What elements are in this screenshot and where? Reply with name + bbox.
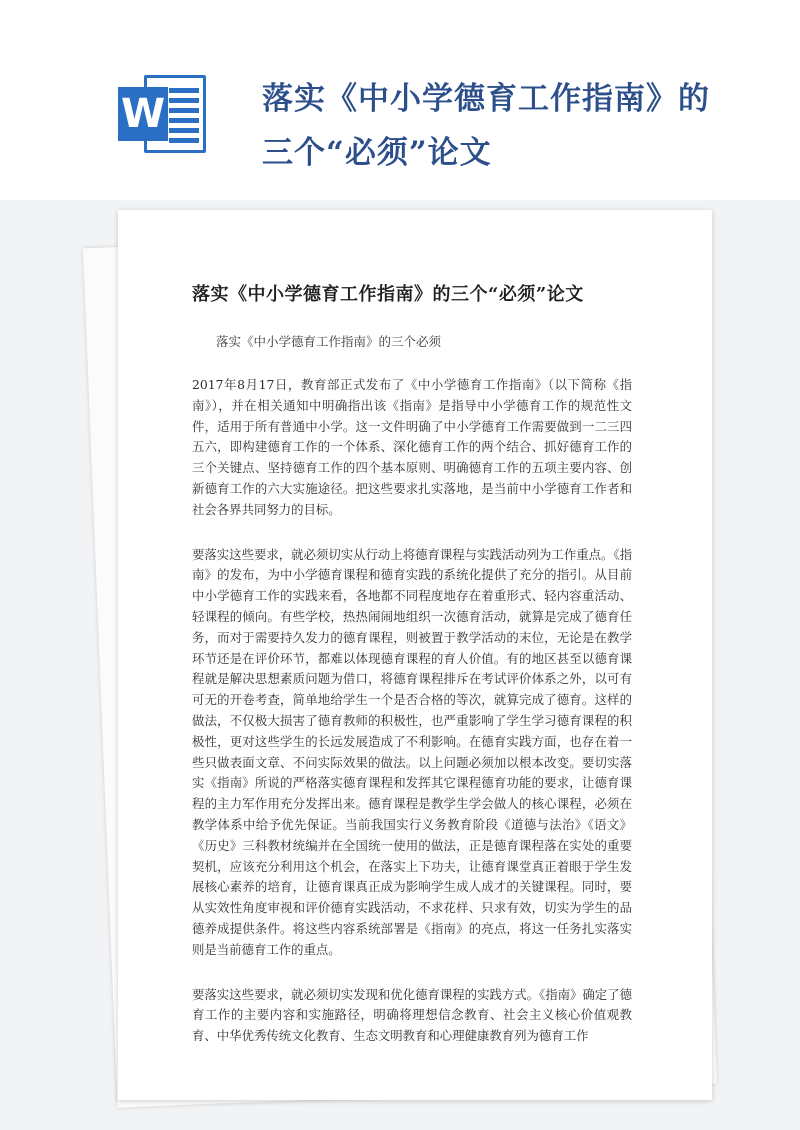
word-document-icon	[118, 75, 206, 153]
page-title: 落实《中小学德育工作指南》的三个“必须”论文	[262, 81, 710, 171]
document-page	[118, 210, 712, 1100]
paragraph: 要落实这些要求，就必须切实从行动上将德育课程与实践活动列为工作重点。《指南》的发布，为中小学德育课程和德育实践的系统化提供了充分的指引。从目前中小学德育工作的实践来看，各地都不同程度地存在着重形式、轻内容重活动、轻课程的倾向。有些学校，热热闹闹地组织一次德育活动，就算是完成了德育任务，而对于需要持久发力的德育课程，则被置于教学活动的末位，无论是在教学环节还是在评价环节，都难以体现德育课程的育人价值。有的地区甚至以德育课程就是解决思想素质问题为借口，将德育课程排斥在考试评价体系之外，以可有可无的开卷考查，简单地给学生一个是否合格的等次，就算完成了德育。这样的做法，不仅极大损害了德育教师的积极性，也严重影响了学生学习德育课程的积极性，更对这些学生的长远发展造成了不利影响。在德育实践方面，也存在着一些只做表面文章、不问实际效果的做法。以上问题必须加以根本改变。要切实落实《指南》所说的严格落实德育课程和发挥其它课程德育功能的要求，让德育课程的主力军作用充分发挥出来。德育课程是教学生学会做人的核心课程，必须在教学体系中给予优先保证。当前我国实行义务教育阶段《道德与法治》《语文》《历史》三科教材统编并在全国统一使用的做法，正是德育课程落在实处的重要契机，应该充分利用这个机会，在落实上下功夫，让德育课堂真正着眼于学生发展核心素养的培育，让德育课真正成为影响学生成人成才的关键课程。同时，要从实效性角度审视和评价德育实践活动，不求花样、只求有效，切实为学生的品德养成提供条件。将这些内容系统部署是《指南》的亮点，将这一任务扎实落实则是当前德育工作的重点。	[192, 546, 632, 957]
document-title: 落实《中小学德育工作指南》的三个“必须”论文	[192, 284, 584, 305]
paragraph: 要落实这些要求，就必须切实发现和优化德育课程的实践方式。《指南》确定了德育工作的主要内容和实施路径，明确将理想信念教育、社会主义核心价值观教育、中华优秀传统文化教育、生态文明教育和心理健康教育列为德育工作	[192, 986, 632, 1044]
document-subtitle: 落实《中小学德育工作指南》的三个必须	[216, 334, 442, 349]
header-banner	[0, 0, 800, 200]
word-letter-badge: W	[118, 87, 168, 141]
paragraph: 2017年8月17日，教育部正式发布了《中小学德育工作指南》（以下简称《指南》），并在相关通知中明确指出该《指南》是指导中小学德育工作的规范性文件，适用于所有普通中小学。这一文件明确了中小学德育工作需要做到一二三四五六，即构建德育工作的一个体系、深化德育工作的两个结合、抓好德育工作的三个关键点、坚持德育工作的四个基本原则、明确德育工作的五项主要内容、创新德育工作的六大实施途径。把这些要求扎实落地，是当前中小学德育工作者和社会各界共同努力的目标。	[192, 377, 632, 517]
document-body	[192, 375, 632, 1047]
